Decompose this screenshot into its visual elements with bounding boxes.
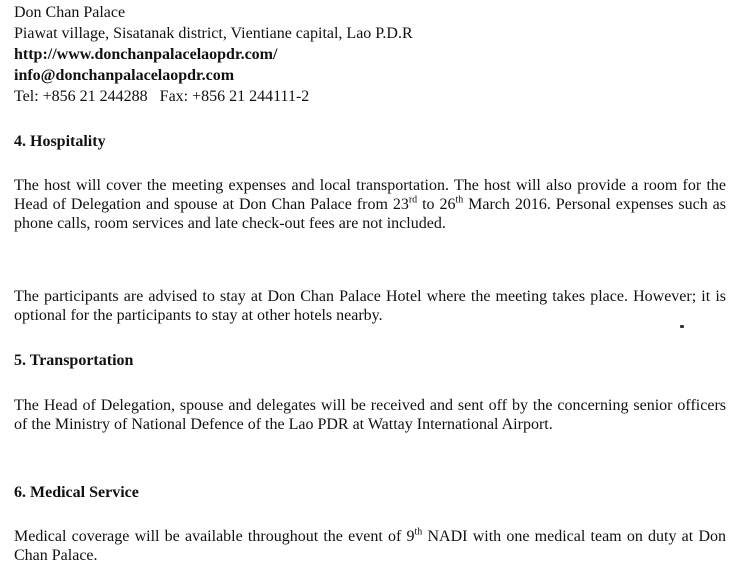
hospitality-p1-text-a: The host will cover the meeting expenses and local transportation. The host will also provide a room for the Head of Delegation and spouse at Don Chan Palace from 23 bbox=[14, 177, 726, 213]
venue-name: Don Chan Palace bbox=[14, 4, 126, 21]
scan-speck bbox=[680, 325, 684, 328]
hospitality-p1-text-c: March 2016. Personal expenses such as phone calls, room services and late check-out fees are not included. bbox=[14, 196, 726, 232]
section-heading-medical: 6. Medical Service bbox=[14, 484, 139, 501]
medical-paragraph-1 bbox=[14, 527, 726, 565]
hospitality-paragraph-2: The participants are advised to stay at Don Chan Palace Hotel where the meeting takes place. However; it is optional for the participants to stay at other hotels nearby. bbox=[14, 288, 726, 324]
medical-p1-sup: th bbox=[414, 526, 423, 538]
venue-email: info@donchanpalacelaopdr.com bbox=[14, 67, 235, 84]
hospitality-paragraph-1 bbox=[14, 176, 726, 233]
venue-website: http://www.donchanpalacelaopdr.com/ bbox=[14, 46, 278, 63]
medical-p1-text-b: NADI with one medical team on duty at Don Chan Palace. bbox=[14, 528, 726, 564]
hospitality-p1-text-b: to 26 bbox=[417, 196, 456, 213]
section-heading-hospitality: 4. Hospitality bbox=[14, 133, 106, 150]
transportation-paragraph-1: The Head of Delegation, spouse and delegates will be received and sent off by the concerning senior officers of the Ministry of National Defence of the Lao PDR at Wattay International Airport. bbox=[14, 397, 726, 433]
hospitality-p1-sup-2: th bbox=[455, 194, 464, 206]
medical-p1-text-a: Medical coverage will be available throughout the event of 9 bbox=[14, 528, 415, 545]
venue-tel-fax: Tel: +856 21 244288 Fax: +856 21 244111-2 bbox=[14, 88, 310, 105]
address-block bbox=[14, 2, 413, 107]
section-heading-transportation: 5. Transportation bbox=[14, 352, 134, 369]
venue-location: Piawat village, Sisatanak district, Vientiane capital, Lao P.D.R bbox=[14, 25, 413, 42]
hospitality-p1-sup-1: rd bbox=[408, 194, 418, 206]
